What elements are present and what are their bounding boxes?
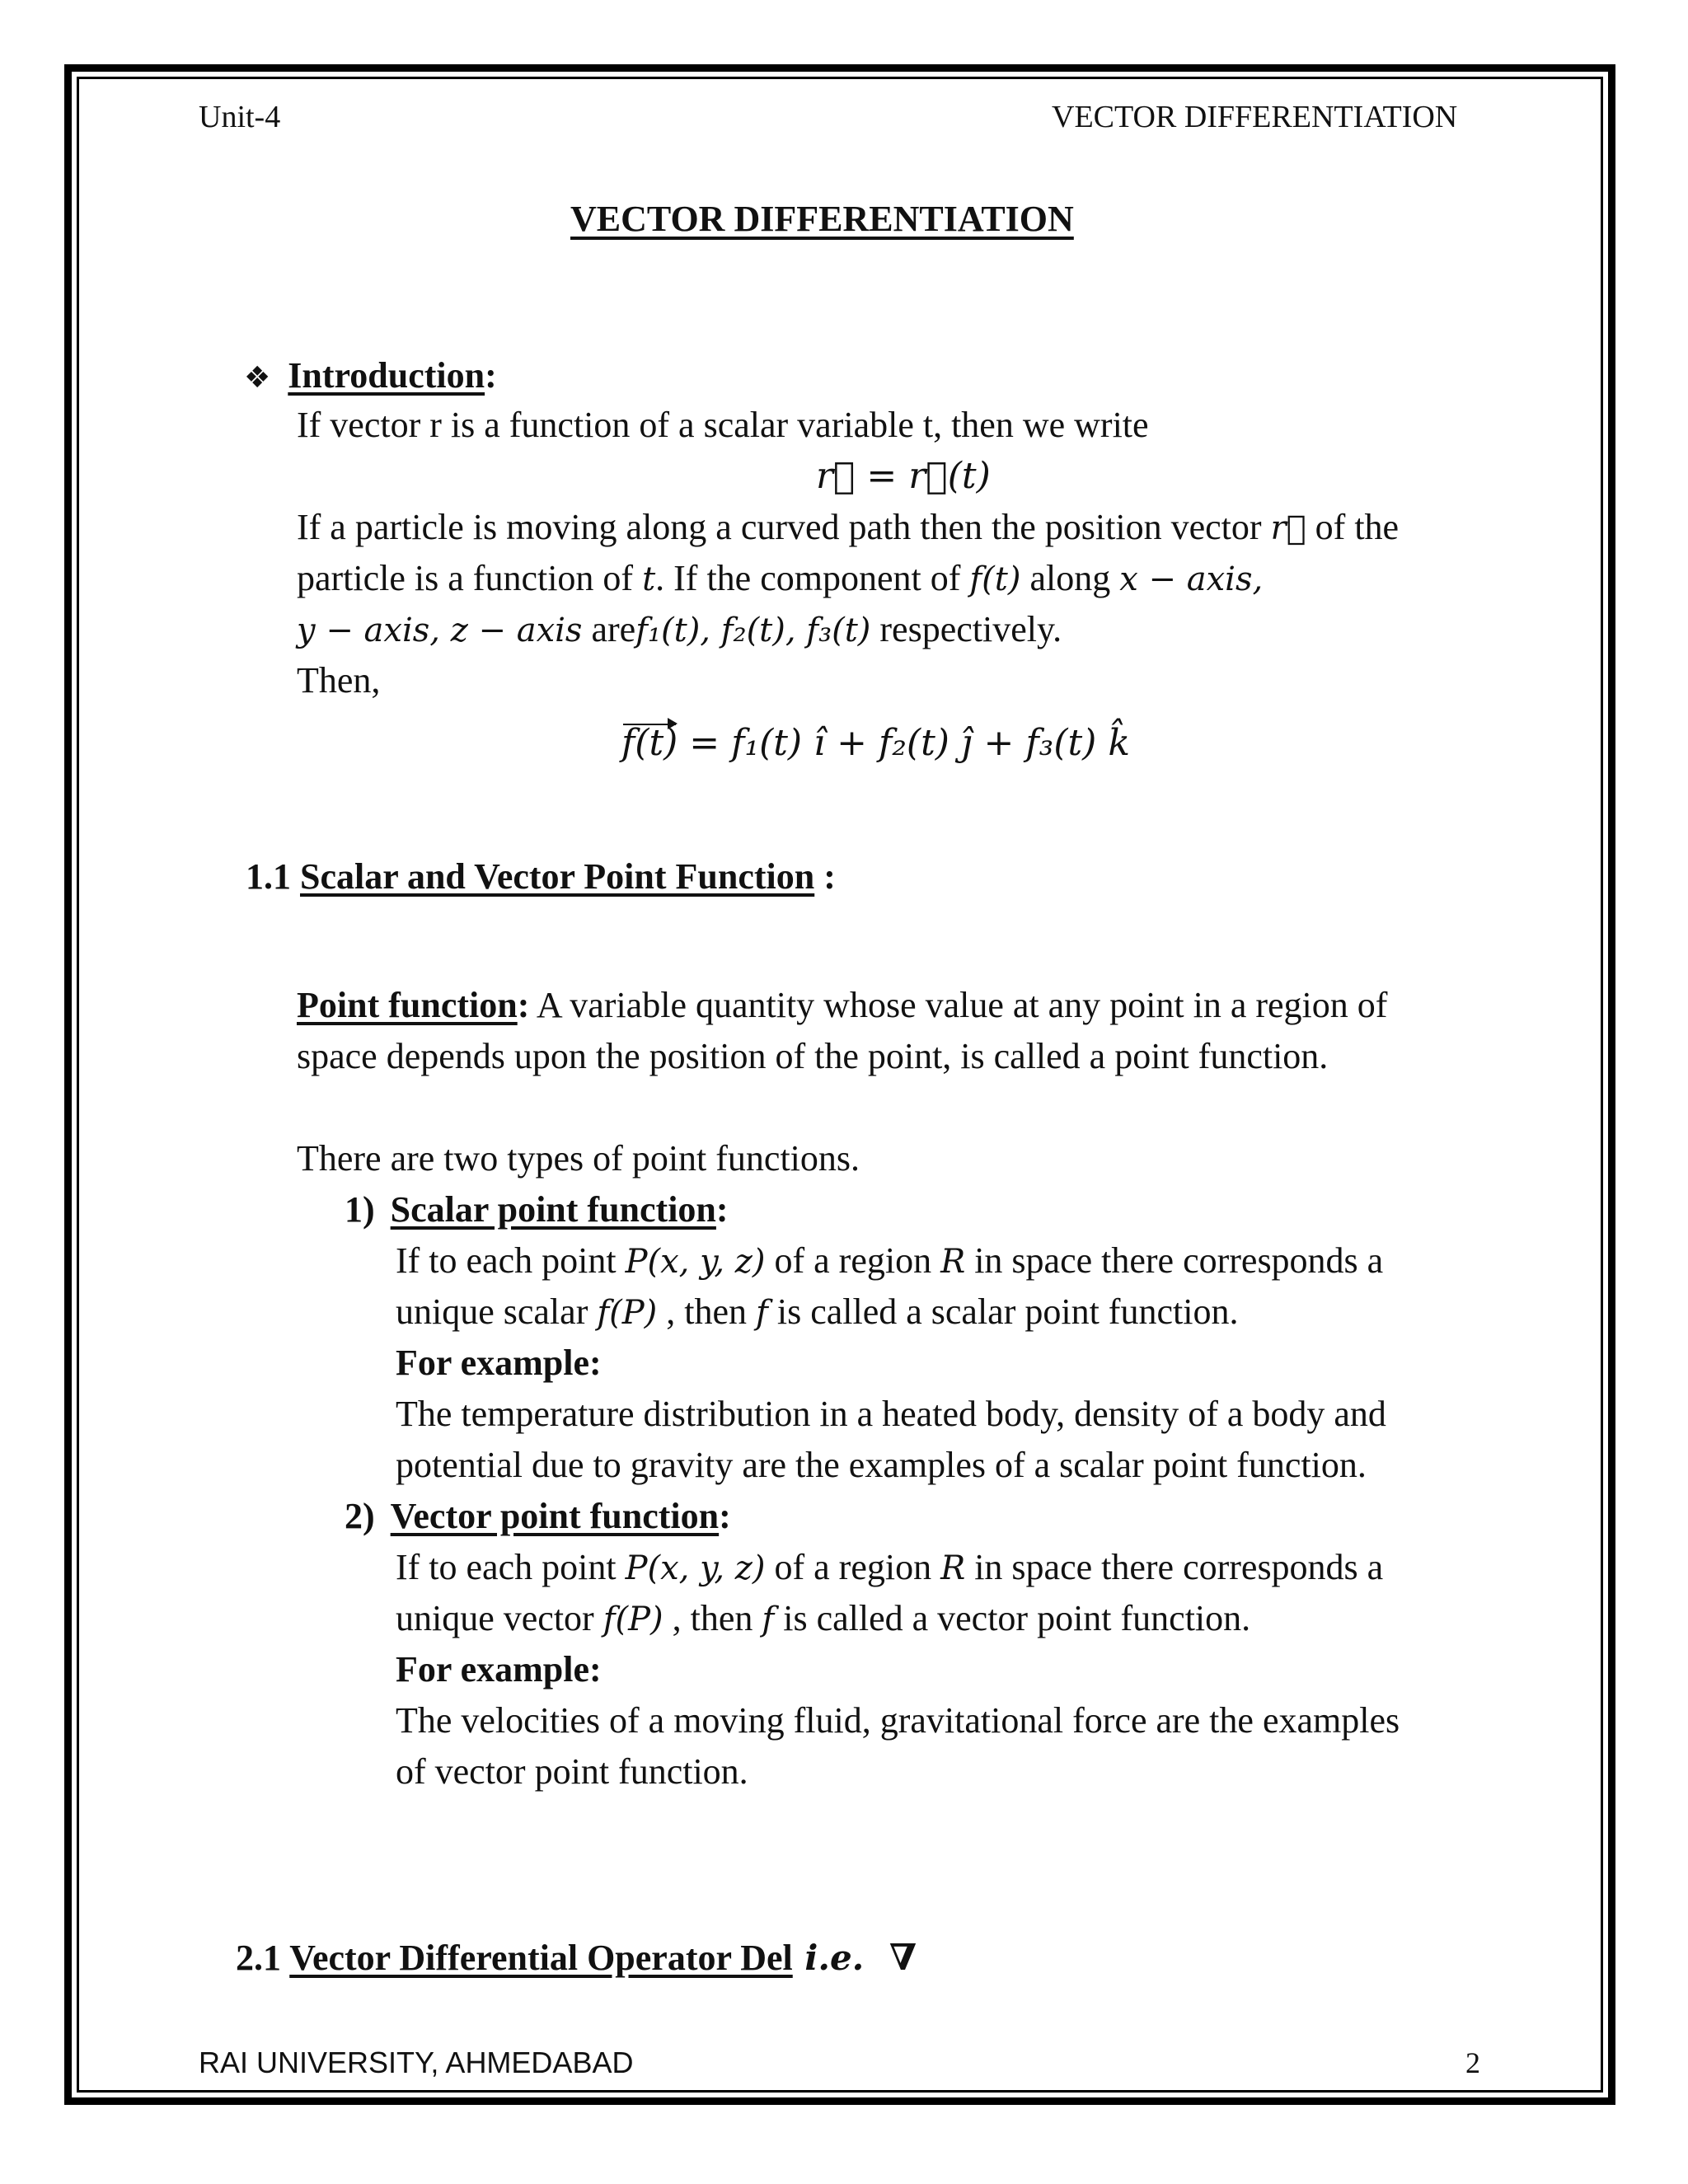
item-2-heading [345,1495,731,1537]
intro-line3-along: along [1020,558,1120,598]
equation-f-lhs: f(t) [621,722,678,764]
item-2-def2e: is called a vector point function. [774,1598,1251,1638]
section-2-title: Vector Differential Operator Del [289,1938,793,1978]
item-2-def1c: of a region [765,1547,941,1587]
item-1-title: Scalar point function [390,1189,716,1230]
item-1-example-label: For example: [396,1343,602,1383]
intro-heading-line [244,354,497,396]
item-1-def2b: f(P) [597,1294,658,1332]
item-1-def1b: P(x, y, z) [625,1243,766,1281]
section-2-number: 2.1 [236,1938,290,1978]
intro-line2-tail: of the [1306,507,1400,547]
item-2-def2d: f [762,1601,775,1638]
intro-heading: Introduction [288,355,485,396]
point-function-label: Point function [297,985,518,1025]
nabla-symbol: ∇ [864,1937,917,1979]
intro-line2-math: r⃗ [1270,509,1306,547]
intro-line1: If vector r is a function of a scalar variable t, then we write [297,405,1149,445]
item-2-example-label: For example: [396,1649,602,1690]
point-function-colon: : [517,985,530,1025]
intro-line2-text: If a particle is moving along a curved path then the position vector [297,507,1271,547]
item-2-def-line2 [396,1597,1250,1639]
item-2-def2c: , then [663,1598,762,1638]
item-1-example-line1: The temperature distribution in a heated body, density of a body and [396,1394,1386,1434]
page-number: 2 [1465,2046,1480,2079]
section-1-number: 1.1 [246,856,300,897]
header-topic: VECTOR DIFFERENTIATION [1052,100,1458,134]
footer-university: RAI UNIVERSITY, AHMEDABAD [199,2046,634,2079]
item-1-def1e: in space there corresponds a [965,1240,1384,1281]
section-1-heading [246,855,836,898]
intro-line4-are: are [582,609,636,649]
section-1-suffix: : [814,856,836,897]
item-2-def2b: f(P) [603,1601,663,1638]
item-2-def1e: in space there corresponds a [965,1547,1384,1587]
intro-line4 [297,608,1062,650]
equation-r: r⃗ = r⃗(t) [816,455,991,497]
item-1-def1d: R [940,1243,966,1281]
item-1-def1c: of a region [765,1240,941,1281]
item-2-title: Vector point function [390,1496,720,1536]
item-2-example-line2: of vector point function. [396,1751,748,1792]
item-1-example-line2: potential due to gravity are the examples of a scalar point function. [396,1445,1367,1485]
item-1-def2a: unique scalar [396,1291,598,1332]
item-1-def2c: , then [657,1291,757,1332]
item-1-colon: : [715,1189,729,1230]
item-2-example-line1: The velocities of a moving fluid, gravitational force are the examples [396,1700,1400,1741]
point-function-line1 [297,984,1387,1026]
types-intro: There are two types of point functions. [297,1138,860,1179]
intro-line3-mid: . If the component of [655,558,970,598]
intro-line3-ft: f(t) [969,560,1021,598]
item-2-def1a: If to each point [396,1547,626,1587]
section-2-ie: i.e. [792,1938,865,1978]
item-1-def-line2 [396,1291,1238,1333]
intro-then: Then, [297,660,381,701]
equation-f-rhs: = f₁(t) î + f₂(t) ĵ + f₃(t) k̂ [678,722,1130,764]
intro-line4-tail: respectively. [870,609,1062,649]
item-1-heading [345,1188,729,1230]
item-1-def2d: f [756,1294,768,1332]
intro-line3-text: particle is a function of [297,558,643,598]
item-1-def-line1 [396,1240,1383,1282]
intro-line2 [297,506,1399,548]
item-2-number: 2) [345,1496,375,1536]
item-2-def1d: R [940,1549,966,1587]
equation-f [621,722,1130,764]
section-1-title: Scalar and Vector Point Function [300,856,815,897]
item-1-number: 1) [345,1189,375,1230]
point-function-line2: space depends upon the position of the point, is called a point function. [297,1036,1329,1076]
item-2-def-line1 [396,1546,1383,1588]
intro-colon: : [485,355,497,396]
section-2-heading [236,1937,917,1979]
item-2-def2a: unique vector [396,1598,603,1638]
intro-line3-xaxis: x − axis, [1119,560,1264,598]
intro-line4-components: f₁(t), f₂(t), f₃(t) [635,612,871,649]
item-1-def1a: If to each point [396,1240,626,1281]
intro-line3-t: t [642,560,656,598]
item-2-colon: : [719,1496,731,1536]
page-title: VECTOR DIFFERENTIATION [570,199,1074,239]
intro-line4-axes: y − axis, z − axis [297,612,583,649]
header-unit: Unit-4 [199,100,281,134]
bullet-icon: ❖ [244,361,271,395]
item-1-def2e: is called a scalar point function. [767,1291,1239,1332]
point-function-text1: A variable quantity whose value at any point in a region of [529,985,1388,1025]
intro-line3 [297,557,1263,599]
item-2-def1b: P(x, y, z) [625,1549,766,1587]
